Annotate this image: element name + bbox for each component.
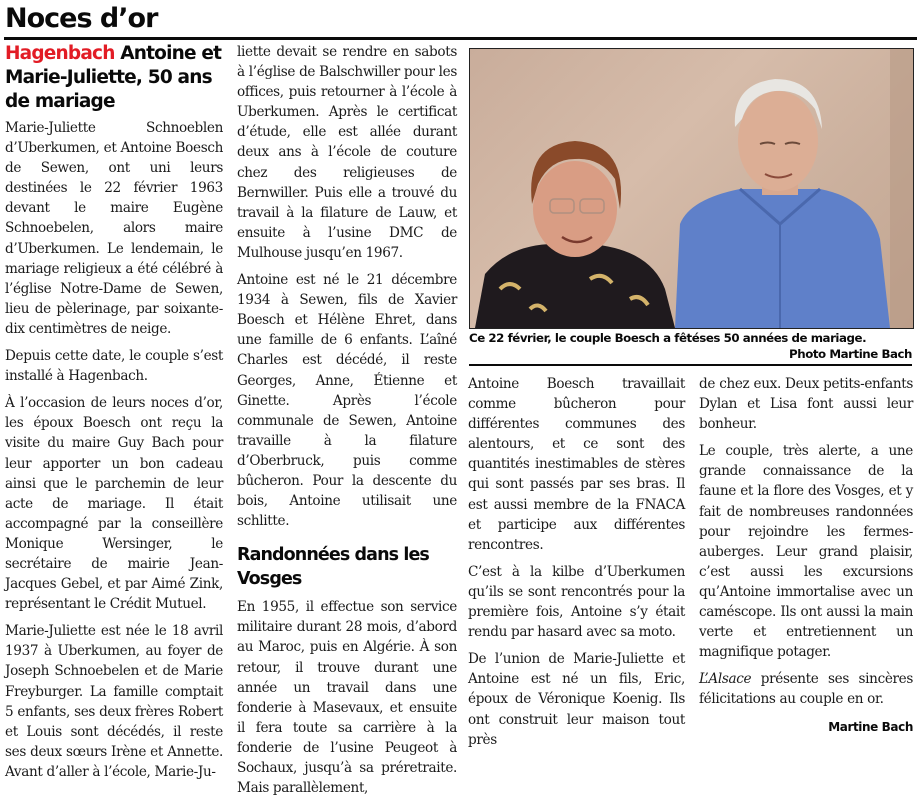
photo-illustration	[470, 49, 913, 328]
article-column-3	[468, 374, 685, 757]
paragraph: liette devait se rendre en sabots à l’église de Balschwiller pour les offices, puis retourner à l’école à Uberkumen. Après le certificat d’étude, elle est allée durant deux ans à l’école de couture chez des religieuses de Bernwiller. Puis elle a trouvé du travail à la filature de Lauw, et ensuite à l’usine DMC de Mulhouse jusqu’en 1967.	[237, 44, 457, 261]
newspaper-name: L’Alsace	[699, 671, 752, 688]
paragraph: Le couple, très alerte, a une grande connaissance de la faune et la flore des Vosges, et y fait de nombreuses randonnées pour rejoindre les fermes-auberges. Leur grand plaisir, c’est aussi les excursions qu’Antoine immortalise avec un caméscope. Ils ont aussi la main verte et entretiennent un magnifique potager.	[699, 443, 913, 661]
paragraph: Marie-Juliette est née le 18 avril 1937 à Uberkumen, au foyer de Joseph Schnoebelen et de Marie Freyburger. La famille comptait 5 enfants, ses deux frères Robert et Louis sont décédés, il reste ses deux sœurs Irène et Annette. Avant d’aller à l’école, Marie-Ju-	[5, 623, 223, 780]
couple-photo	[469, 48, 914, 329]
paragraph: C’est à la kilbe d’Uberkumen qu’ils se sont rencontrés pour la première fois, Antoine s’y était rendu par hasard avec sa moto.	[468, 563, 685, 641]
caption-text: Ce 22 février, le couple Boesch a fêtéses 50 années de mariage.	[469, 331, 867, 345]
closing-text: présente ses sincères félicitations au couple en or.	[699, 671, 913, 708]
article-column-4	[699, 374, 913, 737]
top-rule	[4, 37, 917, 40]
paragraph: de chez eux. Deux petits-enfants Dylan et Lisa font aussi leur bonheur.	[699, 376, 913, 433]
caption-rule	[469, 364, 912, 366]
page-title: Noces d’or	[5, 3, 158, 34]
paragraph: À l’occasion de leurs noces d’or, les époux Boesch ont reçu la visite du maire Guy Bach pour leur apporter un bon cadeau ainsi que le parchemin de leur acte de mariage. Il était accompagné par la conseillère Monique Wersinger, le secrétaire de mairie Jean-Jacques Gebel, et par Aimé Zink, représentant le Crédit Mutuel.	[5, 395, 223, 613]
headline-title: Antoine et Marie-Juliette, 50 ans de mariage	[5, 43, 222, 112]
paragraph: Depuis cette date, le couple s’est installé à Hagenbach.	[5, 348, 223, 385]
headline	[5, 42, 223, 114]
paragraph: Marie-Juliette Schnoeblen d’Uberkumen, et Antoine Boesch de Sewen, ont uni leurs destinées le 22 février 1963 devant le maire Eugène Schnoebelen, alors maire d’Uberkumen. Le lendemain, le mariage religieux a été célébré à l’église Notre-Dame de Sewen, lieu de pèlerinage, par soixante-dix centimètres de neige.	[5, 120, 223, 337]
article-column-1	[5, 42, 223, 789]
paragraph: De l’union de Marie-Juliette et Antoine est né un fils, Eric, époux de Véronique Koenig. Ils ont construit leur maison tout près	[468, 651, 685, 748]
paragraph: Antoine Boesch travaillait comme bûcheron pour différentes communes des alentours, et ce sont des quantités inestimables de stères qui sont passés par ses bras. Il est aussi membre de la FNACA et participe aux différentes rencontres.	[468, 376, 685, 553]
paragraph: Antoine est né le 21 décembre 1934 à Sewen, fils de Xavier Boesch et Hélène Ehret, dans une famille de 6 enfants. L’aîné Charles est décédé, il reste Georges, Anne, Étienne et Ginette. Après l’école communale de Sewen, Antoine travaille à la filature d’Oberbruck, puis comme bûcheron. Pour la descente du bois, Antoine utilisait une schlitte.	[237, 272, 457, 530]
author-signature: Martine Bach	[828, 719, 913, 734]
closing-paragraph	[699, 669, 913, 709]
paragraph: En 1955, il effectue son service militaire durant 28 mois, d’abord au Maroc, puis en Algérie. À son retour, il trouve durant une année un travail dans une fonderie à Masevaux, et ensuite il fera toute sa carrière à la fonderie de l’usine Peugeot à Sochaux, jusqu’à sa préretraite. Mais parallèlement,	[237, 599, 457, 797]
headline-place: Hagenbach	[5, 43, 115, 64]
article-column-2	[237, 42, 457, 805]
subheading: Randonnées dans les Vosges	[237, 545, 429, 590]
photo-credit: Photo Martine Bach	[789, 347, 912, 361]
photo-caption	[469, 330, 912, 362]
